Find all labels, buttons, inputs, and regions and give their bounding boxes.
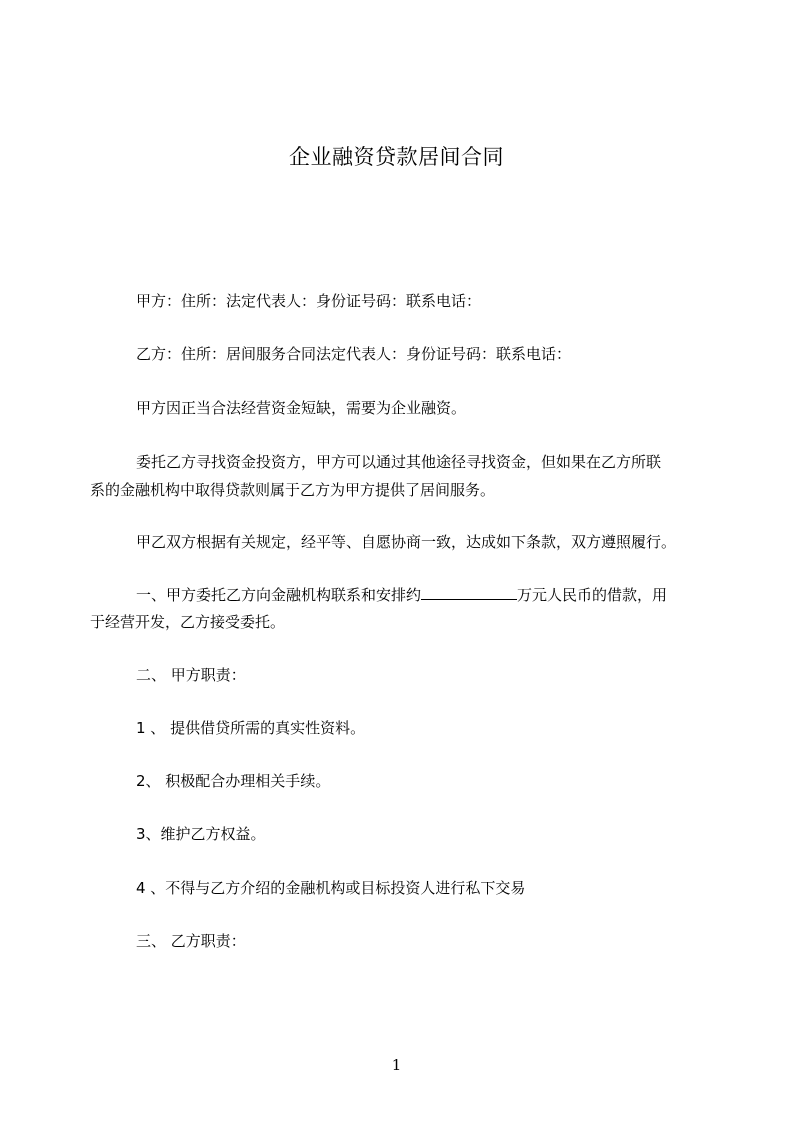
clause-1-line2: 于经营开发，乙方接受委托。 xyxy=(90,613,286,631)
clause-1-line1 xyxy=(136,585,667,605)
entrust-paragraph-line2: 系的金融机构中取得贷款则属于乙方为甲方提供了居间服务。 xyxy=(90,481,496,499)
clause-1-text-before: 一、甲方委托乙方向金融机构联系和安排约 xyxy=(136,586,422,604)
page-number: 1 xyxy=(391,1056,402,1074)
entrust-paragraph-line1: 委托乙方寻找资金投资方，甲方可以通过其他途径寻找资金，但如果在乙方所联 xyxy=(136,453,662,471)
list-item: 2、 积极配合办理相关手续。 xyxy=(136,772,331,790)
list-item: 1 、 提供借贷所需的真实性资料。 xyxy=(136,719,366,737)
list-item: 3、维护乙方权益。 xyxy=(136,825,266,843)
party-a-line: 甲方：住所：法定代表人：身份证号码：联系电话： xyxy=(136,292,482,310)
amount-blank-line xyxy=(421,585,517,600)
document-title: 企业融资贷款居间合同 xyxy=(289,145,504,169)
party-b-line: 乙方：住所：居间服务合同法定代表人：身份证号码：联系电话： xyxy=(136,345,572,363)
clause-1-text-after: 万元人民币的借款，用 xyxy=(517,586,668,604)
agreement-paragraph: 甲乙双方根据有关规定，经平等、自愿协商一致，达成如下条款，双方遵照履行。 xyxy=(136,533,677,551)
reason-paragraph: 甲方因正当合法经营资金短缺，需要为企业融资。 xyxy=(136,399,467,417)
clause-3-heading: 三、 乙方职责： xyxy=(136,932,246,950)
list-item: 4 、不得与乙方介绍的金融机构或目标投资人进行私下交易 xyxy=(136,879,526,897)
clause-2-heading: 二、 甲方职责： xyxy=(136,666,246,684)
